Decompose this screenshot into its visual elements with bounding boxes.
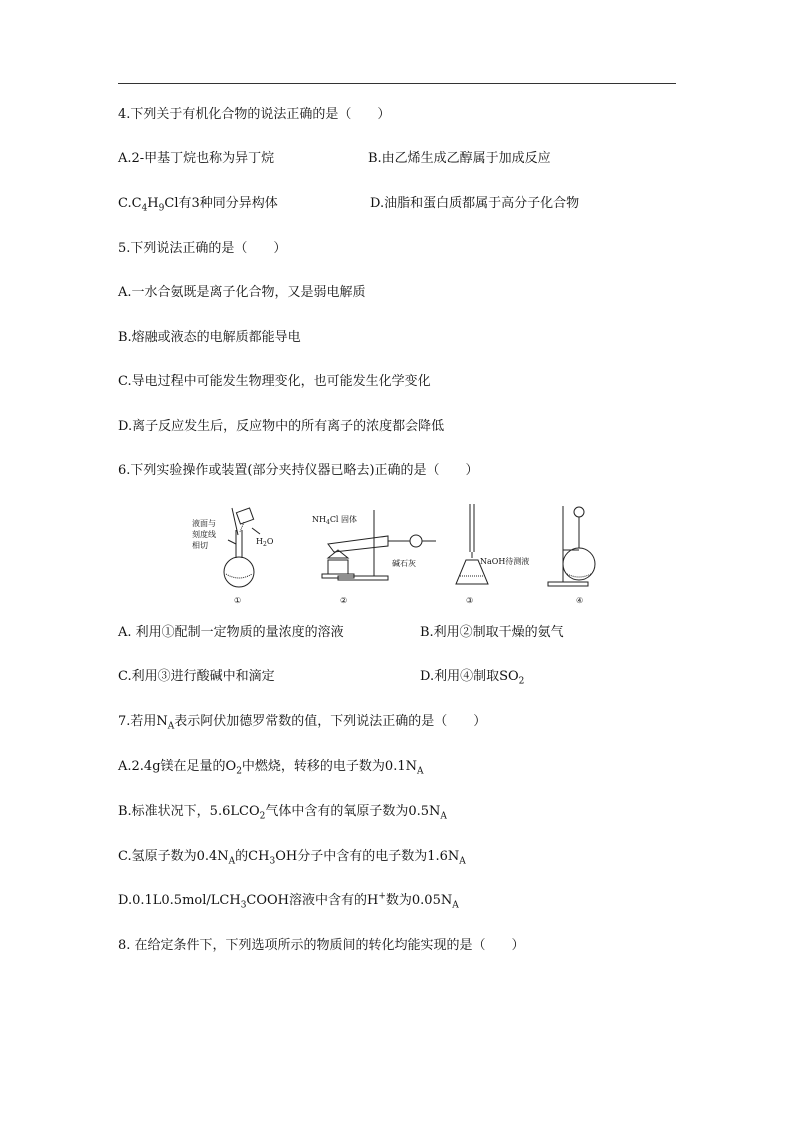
q6-option-c: C.利用③进行酸碱中和滴定 bbox=[118, 669, 275, 684]
q5-stem: 5.下列说法正确的是（ ） bbox=[118, 241, 287, 256]
fig-label-tangent: 相切 bbox=[192, 541, 208, 550]
apparatus-figure bbox=[188, 500, 608, 610]
q7-stem: 7.若用$N_A$表示阿伏加德罗常数的值，下列说法正确的是（ ） bbox=[118, 714, 487, 732]
fig-label-mark: 刻度线 bbox=[192, 530, 216, 539]
fig-label-surface: 液面与 bbox=[192, 519, 216, 528]
meniscus-pointer bbox=[228, 540, 236, 544]
drying-tube-bulb bbox=[410, 535, 422, 547]
fig-number-1: ① bbox=[234, 596, 242, 605]
q8-stem: 8. 在给定条件下，下列选项所示的物质间的转化均能实现的是（ ） bbox=[118, 938, 525, 953]
q5-option-a: A.一水合氨既是离子化合物，又是弱电解质 bbox=[118, 285, 366, 300]
fig-number-2: ② bbox=[340, 596, 348, 605]
fig-label-soda-lime: 碱石灰 bbox=[392, 559, 416, 568]
q5-option-d: D.离子反应发生后，反应物中的所有离子的浓度都会降低 bbox=[118, 419, 445, 434]
q4-option-c: $C.C_4H_9Cl$有3种同分异构体 bbox=[118, 196, 278, 214]
q7-option-b: B.标准状况下，$5.6LCO_2$气体中含有的氧原子数为$0.5N_A$ bbox=[118, 804, 447, 822]
q6-option-a: A. 利用①配制一定物质的量浓度的溶液 bbox=[118, 625, 344, 640]
flask-body bbox=[224, 557, 254, 587]
q5-option-c: C.导电过程中可能发生物理变化，也可能发生化学变化 bbox=[118, 374, 431, 389]
dropping-funnel bbox=[574, 507, 584, 517]
beaker bbox=[236, 508, 253, 524]
q6-option-b: B.利用②制取干燥的氨气 bbox=[420, 625, 564, 640]
round-flask bbox=[563, 548, 595, 580]
q4-stem: 4.下列关于有机化合物的说法正确的是（ ） bbox=[118, 107, 391, 122]
stand-base-4 bbox=[548, 582, 588, 586]
q7-option-c: C.氢原子数为$0.4N_A$的$CH_3OH$分子中含有的电子数为$1.6N_A$ bbox=[118, 849, 466, 867]
q4-option-a: A.2-甲基丁烷也称为异丁烷 bbox=[118, 151, 275, 166]
q5-option-b: B.熔融或液态的电解质都能导电 bbox=[118, 330, 301, 345]
q4-option-d: D.油脂和蛋白质都属于高分子化合物 bbox=[370, 196, 580, 211]
fig-number-4: ④ bbox=[576, 596, 584, 605]
header-rule bbox=[118, 83, 676, 84]
fig-number-3: ③ bbox=[466, 596, 474, 605]
fig-label-nh4cl: $NH_4Cl$ 固体 bbox=[312, 515, 358, 526]
fig-label-water: $H_2O$ bbox=[256, 537, 274, 548]
alcohol-lamp bbox=[328, 560, 348, 574]
q4-option-b: B.由乙烯生成乙醇属于加成反应 bbox=[368, 151, 551, 166]
q7-option-d: $D.0.1L0.5mol/LCH_3COOH$溶液中含有的H+数为$0.05N_A$ bbox=[118, 891, 459, 911]
test-tube bbox=[328, 536, 388, 552]
q6-option-d: D.利用④制取$SO_2$ bbox=[420, 669, 525, 687]
q7-option-a: A.2.4g镁在足量的$O_2$中燃烧，转移的电子数为$0.1N_A$ bbox=[118, 759, 424, 777]
fig-label-naoh: NaOH待测液 bbox=[480, 557, 530, 566]
q6-stem: 6.下列实验操作或装置(部分夹持仪器已略去)正确的是（ ） bbox=[118, 463, 479, 478]
